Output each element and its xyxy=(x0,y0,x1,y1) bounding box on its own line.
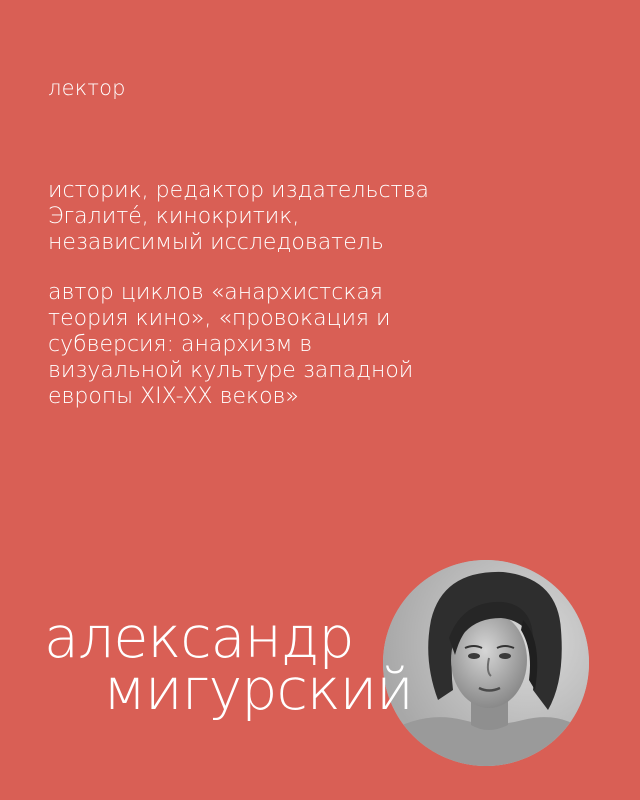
bio-paragraph-courses: автор циклов «анархистская теория кино», «провокация и субверсия: анархизм в визуальной культуре западной европы XIX-XX веков» xyxy=(48,280,414,409)
role-label: лектор xyxy=(48,76,126,100)
portrait-illustration xyxy=(383,560,589,766)
bio-paragraph-occupation: историк, редактор издательства Эгалите́, кинокритик, независимый исследователь xyxy=(48,178,430,255)
speaker-last-name: мигурский xyxy=(103,657,413,723)
speaker-name xyxy=(44,605,413,723)
speaker-first-name: александр xyxy=(44,605,354,671)
speaker-portrait xyxy=(383,560,589,766)
bio-text xyxy=(48,178,588,434)
